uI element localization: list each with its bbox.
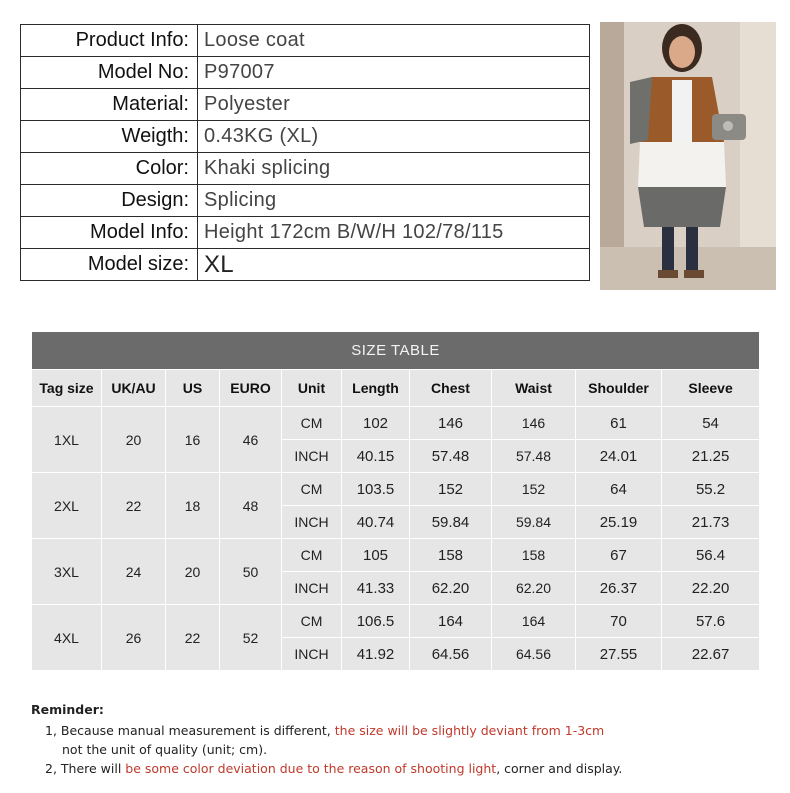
uk-cell: 24 (102, 539, 166, 605)
euro-cell: 52 (220, 605, 282, 671)
product-info-table (20, 24, 590, 281)
unit-cell: INCH (282, 638, 342, 671)
chest-cell: 164 (410, 605, 492, 638)
tag-size-cell: 2XL (32, 473, 102, 539)
chest-cell: 62.20 (410, 572, 492, 605)
reminder-section (31, 700, 771, 778)
length-cell: 41.92 (342, 638, 410, 671)
waist-cell: 59.84 (492, 506, 576, 539)
table-row (32, 539, 760, 572)
unit-cell: CM (282, 473, 342, 506)
sleeve-cell: 54 (662, 407, 760, 440)
length-cell: 40.15 (342, 440, 410, 473)
shoulder-cell: 24.01 (576, 440, 662, 473)
info-value: 0.43KG (XL) (198, 121, 590, 153)
reminder-line-2 (31, 759, 771, 778)
sleeve-cell: 55.2 (662, 473, 760, 506)
column-header: EURO (220, 370, 282, 407)
info-label: Design: (21, 185, 198, 217)
size-table-header-row (32, 370, 760, 407)
shoulder-cell: 61 (576, 407, 662, 440)
length-cell: 106.5 (342, 605, 410, 638)
chest-cell: 152 (410, 473, 492, 506)
shoulder-cell: 67 (576, 539, 662, 572)
reminder-title: Reminder: (31, 702, 104, 717)
uk-cell: 20 (102, 407, 166, 473)
table-row (32, 605, 760, 638)
sleeve-cell: 22.67 (662, 638, 760, 671)
euro-cell: 46 (220, 407, 282, 473)
us-cell: 16 (166, 407, 220, 473)
us-cell: 20 (166, 539, 220, 605)
info-value: XL (198, 249, 590, 281)
shoulder-cell: 70 (576, 605, 662, 638)
info-row (21, 89, 590, 121)
chest-cell: 59.84 (410, 506, 492, 539)
unit-cell: CM (282, 605, 342, 638)
unit-cell: INCH (282, 440, 342, 473)
column-header: Unit (282, 370, 342, 407)
info-value: Khaki splicing (198, 153, 590, 185)
length-cell: 105 (342, 539, 410, 572)
column-header: Chest (410, 370, 492, 407)
shoulder-cell: 26.37 (576, 572, 662, 605)
euro-cell: 48 (220, 473, 282, 539)
column-header: Shoulder (576, 370, 662, 407)
table-row (32, 407, 760, 440)
info-label: Weigth: (21, 121, 198, 153)
chest-cell: 57.48 (410, 440, 492, 473)
info-row (21, 249, 590, 281)
size-table (31, 331, 760, 671)
sleeve-cell: 22.20 (662, 572, 760, 605)
us-cell: 22 (166, 605, 220, 671)
info-label: Product Info: (21, 25, 198, 57)
info-label: Model No: (21, 57, 198, 89)
column-header: US (166, 370, 220, 407)
info-row (21, 57, 590, 89)
waist-cell: 152 (492, 473, 576, 506)
tag-size-cell: 1XL (32, 407, 102, 473)
info-row (21, 217, 590, 249)
length-cell: 103.5 (342, 473, 410, 506)
length-cell: 40.74 (342, 506, 410, 539)
sleeve-cell: 57.6 (662, 605, 760, 638)
info-value: P97007 (198, 57, 590, 89)
waist-cell: 64.56 (492, 638, 576, 671)
reminder-text: 1, Because manual measurement is different, (45, 723, 335, 738)
info-value: Splicing (198, 185, 590, 217)
chest-cell: 158 (410, 539, 492, 572)
reminder-line-1-continued: not the unit of quality (unit; cm). (62, 742, 268, 757)
reminder-highlight: be some color deviation due to the reason of shooting light (125, 761, 497, 776)
sleeve-cell: 21.73 (662, 506, 760, 539)
unit-cell: INCH (282, 572, 342, 605)
column-header: Tag size (32, 370, 102, 407)
euro-cell: 50 (220, 539, 282, 605)
column-header: Waist (492, 370, 576, 407)
unit-cell: INCH (282, 506, 342, 539)
reminder-text: , corner and display. (496, 761, 623, 776)
info-row (21, 121, 590, 153)
unit-cell: CM (282, 407, 342, 440)
length-cell: 41.33 (342, 572, 410, 605)
unit-cell: CM (282, 539, 342, 572)
us-cell: 18 (166, 473, 220, 539)
model-photo (600, 22, 776, 290)
chest-cell: 64.56 (410, 638, 492, 671)
tag-size-cell: 3XL (32, 539, 102, 605)
info-row (21, 25, 590, 57)
sleeve-cell: 21.25 (662, 440, 760, 473)
reminder-highlight: the size will be slightly deviant from 1-3cm (334, 723, 605, 738)
waist-cell: 57.48 (492, 440, 576, 473)
info-label: Material: (21, 89, 198, 121)
shoulder-cell: 25.19 (576, 506, 662, 539)
uk-cell: 26 (102, 605, 166, 671)
info-value: Height 172cm B/W/H 102/78/115 (198, 217, 590, 249)
chest-cell: 146 (410, 407, 492, 440)
column-header: Sleeve (662, 370, 760, 407)
info-label: Model size: (21, 249, 198, 281)
info-row (21, 185, 590, 217)
length-cell: 102 (342, 407, 410, 440)
reminder-line-1 (31, 721, 771, 740)
info-row (21, 153, 590, 185)
column-header: UK/AU (102, 370, 166, 407)
info-value: Loose coat (198, 25, 590, 57)
shoulder-cell: 64 (576, 473, 662, 506)
waist-cell: 146 (492, 407, 576, 440)
table-row (32, 473, 760, 506)
sleeve-cell: 56.4 (662, 539, 760, 572)
size-table-title: SIZE TABLE (32, 332, 760, 370)
waist-cell: 164 (492, 605, 576, 638)
info-label: Color: (21, 153, 198, 185)
model-photo-illustration (600, 22, 776, 290)
reminder-text: 2, There will (45, 761, 126, 776)
waist-cell: 158 (492, 539, 576, 572)
shoulder-cell: 27.55 (576, 638, 662, 671)
info-label: Model Info: (21, 217, 198, 249)
tag-size-cell: 4XL (32, 605, 102, 671)
info-value: Polyester (198, 89, 590, 121)
uk-cell: 22 (102, 473, 166, 539)
column-header: Length (342, 370, 410, 407)
waist-cell: 62.20 (492, 572, 576, 605)
